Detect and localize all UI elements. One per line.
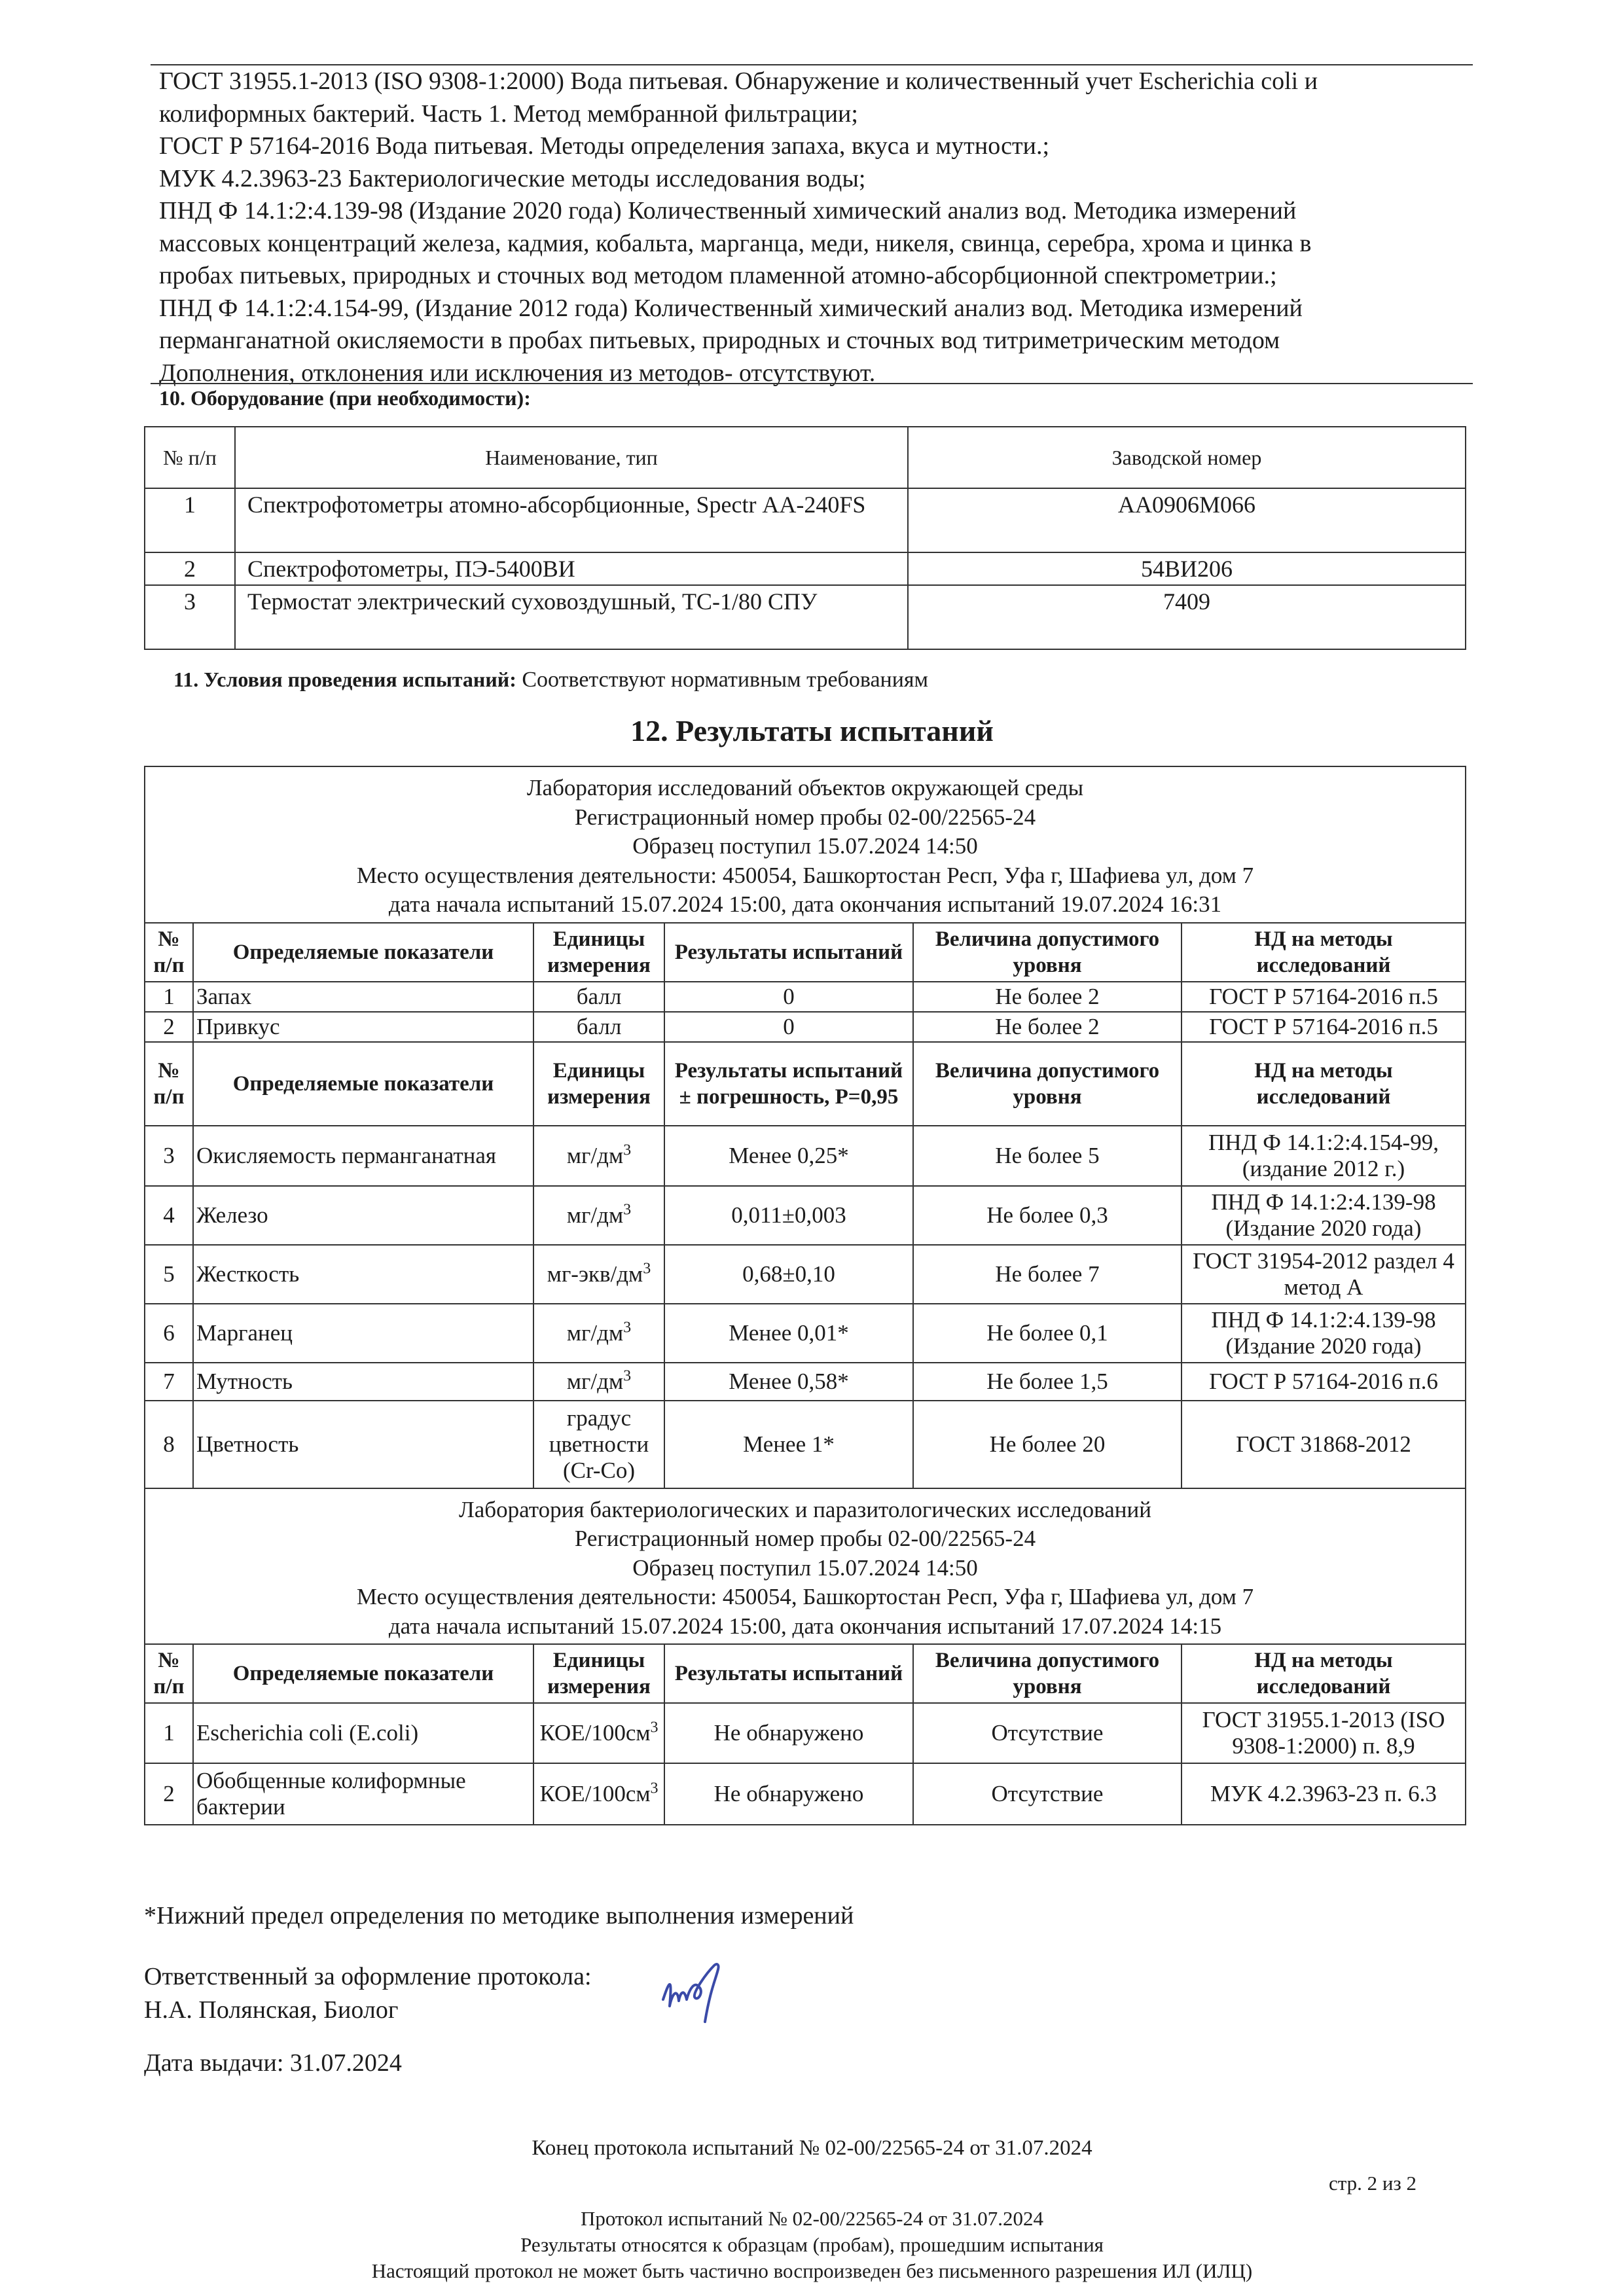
footer-line: Результаты относятся к образцам (пробам), прошедшим испытания: [520, 2233, 1104, 2256]
result-number: 2: [145, 1012, 193, 1042]
lab-info-block: [145, 1488, 1466, 1645]
result-indicator: Железо: [193, 1186, 533, 1245]
result-number: 4: [145, 1186, 193, 1245]
header-result: Результаты испытаний: [664, 923, 913, 982]
equipment-number: 3: [145, 585, 235, 649]
result-limit: Отсутствие: [913, 1763, 1182, 1825]
page-number: стр. 2 из 2: [1329, 2172, 1417, 2195]
result-number: 1: [145, 982, 193, 1012]
result-value: Не обнаружено: [664, 1703, 913, 1763]
result-method: ГОСТ Р 57164-2016 п.5: [1182, 1012, 1466, 1042]
result-value: 0,68±0,10: [664, 1245, 913, 1304]
result-unit: $мг/дм^3$: [533, 1363, 664, 1401]
result-limit: Не более 7: [913, 1245, 1182, 1304]
result-limit: Не более 2: [913, 982, 1182, 1012]
result-value: 0: [664, 982, 913, 1012]
result-row: [145, 1763, 1466, 1825]
result-number: 6: [145, 1304, 193, 1363]
equipment-heading: 10. Оборудование (при необходимости):: [159, 386, 531, 410]
result-indicator: Escherichia coli (E.coli): [193, 1703, 533, 1763]
lab-info-row: [145, 1488, 1466, 1645]
conditions-value: Соответствуют нормативным требованиям: [522, 668, 929, 692]
result-value: 0: [664, 1012, 913, 1042]
result-method: ГОСТ 31868-2012: [1182, 1401, 1466, 1488]
result-method: ГОСТ Р 57164-2016 п.5: [1182, 982, 1466, 1012]
reference-line: ПНД Ф 14.1:2:4.154-99, (Издание 2012 года) Количественный химический анализ вод. Методика измерений: [159, 294, 1303, 322]
reference-line: ГОСТ 31955.1-2013 (ISO 9308-1:2000) Вода питьевая. Обнаружение и количественный учет Escherichia coli и: [159, 67, 1318, 95]
test-dates: дата начала испытаний 15.07.2024 15:00, дата окончания испытаний 19.07.2024 16:31: [388, 891, 1222, 917]
result-unit: $мг/дм^3$: [533, 1126, 664, 1186]
header-limit: Величина допустимого уровня: [913, 1644, 1182, 1703]
activity-location: Место осуществления деятельности: 450054, Башкортостан Респ, Уфа г, Шафиева ул, дом 7: [356, 862, 1254, 888]
result-indicator: Жесткость: [193, 1245, 533, 1304]
result-method: ГОСТ Р 57164-2016 п.6: [1182, 1363, 1466, 1401]
result-method: ПНД Ф 14.1:2:4.139-98 (Издание 2020 года): [1182, 1304, 1466, 1363]
responsible-person: Н.А. Полянская, Биолог: [144, 1996, 399, 2024]
results-title: 12. Результаты испытаний: [630, 714, 994, 747]
header-limit: Величина допустимого уровня: [913, 1042, 1182, 1126]
result-limit: Не более 2: [913, 1012, 1182, 1042]
col-number: № п/п: [145, 427, 235, 488]
results-header-row: [145, 923, 1466, 982]
equipment-name: Спектрофотометры, ПЭ-5400ВИ: [235, 552, 908, 585]
reference-line: ГОСТ Р 57164-2016 Вода питьевая. Методы определения запаха, вкуса и мутности.;: [159, 132, 1050, 160]
refs-bottom-rule: [151, 383, 1473, 384]
result-number: 1: [145, 1703, 193, 1763]
test-conditions: [173, 668, 928, 692]
result-method: ПНД Ф 14.1:2:4.139-98 (Издание 2020 года): [1182, 1186, 1466, 1245]
result-number: 5: [145, 1245, 193, 1304]
result-method: МУК 4.2.3963-23 п. 6.3: [1182, 1763, 1466, 1825]
header-indicator: Определяемые показатели: [193, 1644, 533, 1703]
reference-line: ПНД Ф 14.1:2:4.139-98 (Издание 2020 года) Количественный химический анализ вод. Методика измерений: [159, 197, 1297, 224]
result-indicator: Привкус: [193, 1012, 533, 1042]
activity-location: Место осуществления деятельности: 450054, Башкортостан Респ, Уфа г, Шафиева ул, дом 7: [356, 1584, 1254, 1609]
result-unit: балл: [533, 982, 664, 1012]
result-unit: $мг/дм^3$: [533, 1304, 664, 1363]
footer-line: Настоящий протокол не может быть частично воспроизведен без письменного разрешения ИЛ (ИЛЦ): [371, 2259, 1253, 2282]
equipment-header-row: [145, 427, 1466, 488]
header-number: № п/п: [145, 1644, 193, 1703]
sample-registration: Регистрационный номер пробы 02-00/22565-24: [574, 1526, 1036, 1551]
responsible-block: [144, 1960, 592, 2027]
result-value: Менее 0,58*: [664, 1363, 913, 1401]
header-method: НД на методы исследований: [1182, 923, 1466, 982]
result-value: Менее 1*: [664, 1401, 913, 1488]
equipment-row: [145, 585, 1466, 649]
lab-name: Лаборатория бактериологических и паразитологических исследований: [459, 1496, 1151, 1522]
result-value: Не обнаружено: [664, 1763, 913, 1825]
result-limit: Не более 5: [913, 1126, 1182, 1186]
result-row: [145, 1363, 1466, 1401]
result-row: [145, 1245, 1466, 1304]
reference-line: массовых концентраций железа, кадмия, кобальта, марганца, меди, никеля, свинца, серебра, хрома и цинка в: [159, 229, 1312, 257]
result-value: Менее 0,25*: [664, 1126, 913, 1186]
reference-line: Дополнения, отклонения или исключения из методов- отсутствуют.: [159, 359, 876, 387]
result-limit: Не более 20: [913, 1401, 1182, 1488]
result-limit: Не более 0,1: [913, 1304, 1182, 1363]
result-method: ГОСТ 31954-2012 раздел 4 метод А: [1182, 1245, 1466, 1304]
result-limit: Отсутствие: [913, 1703, 1182, 1763]
sample-received: Образец поступил 15.07.2024 14:50: [632, 1554, 978, 1581]
result-row: [145, 1703, 1466, 1763]
col-serial: Заводской номер: [908, 427, 1466, 488]
result-unit: $мг/дм^3$: [533, 1186, 664, 1245]
result-row: [145, 1186, 1466, 1245]
lab-info-row: [145, 766, 1466, 923]
method-references: [159, 65, 1468, 389]
result-indicator: Обобщенные колиформные бактерии: [193, 1763, 533, 1825]
test-dates: дата начала испытаний 15.07.2024 15:00, дата окончания испытаний 17.07.2024 14:15: [388, 1613, 1222, 1639]
header-method: НД на методы исследований: [1182, 1042, 1466, 1126]
header-unit: Единицы измерения: [533, 923, 664, 982]
reference-line: МУК 4.2.3963-23 Бактериологические методы исследования воды;: [159, 164, 866, 192]
sample-registration: Регистрационный номер пробы 02-00/22565-24: [574, 804, 1036, 830]
result-unit: КОЕ/$100см^3$: [533, 1703, 664, 1763]
result-row: [145, 1304, 1466, 1363]
header-method: НД на методы исследований: [1182, 1644, 1466, 1703]
header-number: № п/п: [145, 1042, 193, 1126]
result-indicator: Мутность: [193, 1363, 533, 1401]
reference-line: колиформных бактерий. Часть 1. Метод мембранной фильтрации;: [159, 99, 858, 128]
results-table: [144, 766, 1466, 1825]
header-indicator: Определяемые показатели: [193, 923, 533, 982]
result-number: 8: [145, 1401, 193, 1488]
result-number: 2: [145, 1763, 193, 1825]
footer-line: Протокол испытаний № 02-00/22565-24 от 31.07.2024: [580, 2207, 1044, 2230]
result-unit: балл: [533, 1012, 664, 1042]
reference-line: пробах питьевых, природных и сточных вод методом пламенной атомно-абсорбционной спектрометрии.;: [159, 262, 1277, 289]
result-indicator: Запах: [193, 982, 533, 1012]
result-value: Менее 0,01*: [664, 1304, 913, 1363]
result-indicator: Марганец: [193, 1304, 533, 1363]
result-number: 7: [145, 1363, 193, 1401]
result-method: ГОСТ 31955.1-2013 (ISO 9308-1:2000) п. 8,9: [1182, 1703, 1466, 1763]
result-method: ПНД Ф 14.1:2:4.154-99, (издание 2012 г.): [1182, 1126, 1466, 1186]
header-result-error: Результаты испытаний ± погрешность, Р=0,95: [664, 1042, 913, 1126]
result-row: [145, 1012, 1466, 1042]
result-number: 3: [145, 1126, 193, 1186]
equipment-number: 1: [145, 488, 235, 552]
responsible-label: Ответственный за оформление протокола:: [144, 1963, 592, 1990]
equipment-row: [145, 488, 1466, 552]
equipment-name: Термостат электрический суховоздушный, ТС-1/80 СПУ: [235, 585, 908, 649]
lab-name: Лаборатория исследований объектов окружающей среды: [526, 775, 1084, 800]
result-limit: Не более 1,5: [913, 1363, 1182, 1401]
signature-image: [658, 1954, 730, 2029]
result-limit: Не более 0,3: [913, 1186, 1182, 1245]
result-row: [145, 1401, 1466, 1488]
conditions-label: 11. Условия проведения испытаний:: [173, 668, 516, 691]
result-unit: КОЕ/$100см^3$: [533, 1763, 664, 1825]
result-value: 0,011±0,003: [664, 1186, 913, 1245]
protocol-end: Конец протокола испытаний № 02-00/22565-24 от 31.07.2024: [532, 2136, 1092, 2160]
equipment-name: Спектрофотометры атомно-абсорбционные, Spectr АА-240FS: [235, 488, 908, 552]
header-indicator: Определяемые показатели: [193, 1042, 533, 1126]
results-header-row: [145, 1042, 1466, 1126]
result-indicator: Окисляемость перманганатная: [193, 1126, 533, 1186]
header-unit: Единицы измерения: [533, 1042, 664, 1126]
equipment-serial: АА0906М066: [908, 488, 1466, 552]
header-limit: Величина допустимого уровня: [913, 923, 1182, 982]
footnote: *Нижний предел определения по методике выполнения измерений: [144, 1902, 854, 1929]
equipment-number: 2: [145, 552, 235, 585]
result-unit: градус цветности (Cr-Co): [533, 1401, 664, 1488]
equipment-serial: 7409: [908, 585, 1466, 649]
reference-line: перманганатной окисляемости в пробах питьевых, природных и сточных вод титриметрическим методом: [159, 327, 1280, 354]
sample-received: Образец поступил 15.07.2024 14:50: [632, 833, 978, 859]
header-unit: Единицы измерения: [533, 1644, 664, 1703]
equipment-table: [144, 426, 1466, 650]
header-number: № п/п: [145, 923, 193, 982]
result-row: [145, 982, 1466, 1012]
result-unit: $мг-экв/дм^3$: [533, 1245, 664, 1304]
result-indicator: Цветность: [193, 1401, 533, 1488]
handwritten-signature: [658, 1954, 730, 2026]
results-header-row: [145, 1644, 1466, 1703]
lab-info-block: [145, 766, 1466, 923]
equipment-serial: 54ВИ206: [908, 552, 1466, 585]
col-name: Наименование, тип: [235, 427, 908, 488]
issue-date: Дата выдачи: 31.07.2024: [144, 2049, 402, 2077]
result-row: [145, 1126, 1466, 1186]
header-result: Результаты испытаний: [664, 1644, 913, 1703]
page-footer: [0, 2206, 1624, 2284]
equipment-row: [145, 552, 1466, 585]
